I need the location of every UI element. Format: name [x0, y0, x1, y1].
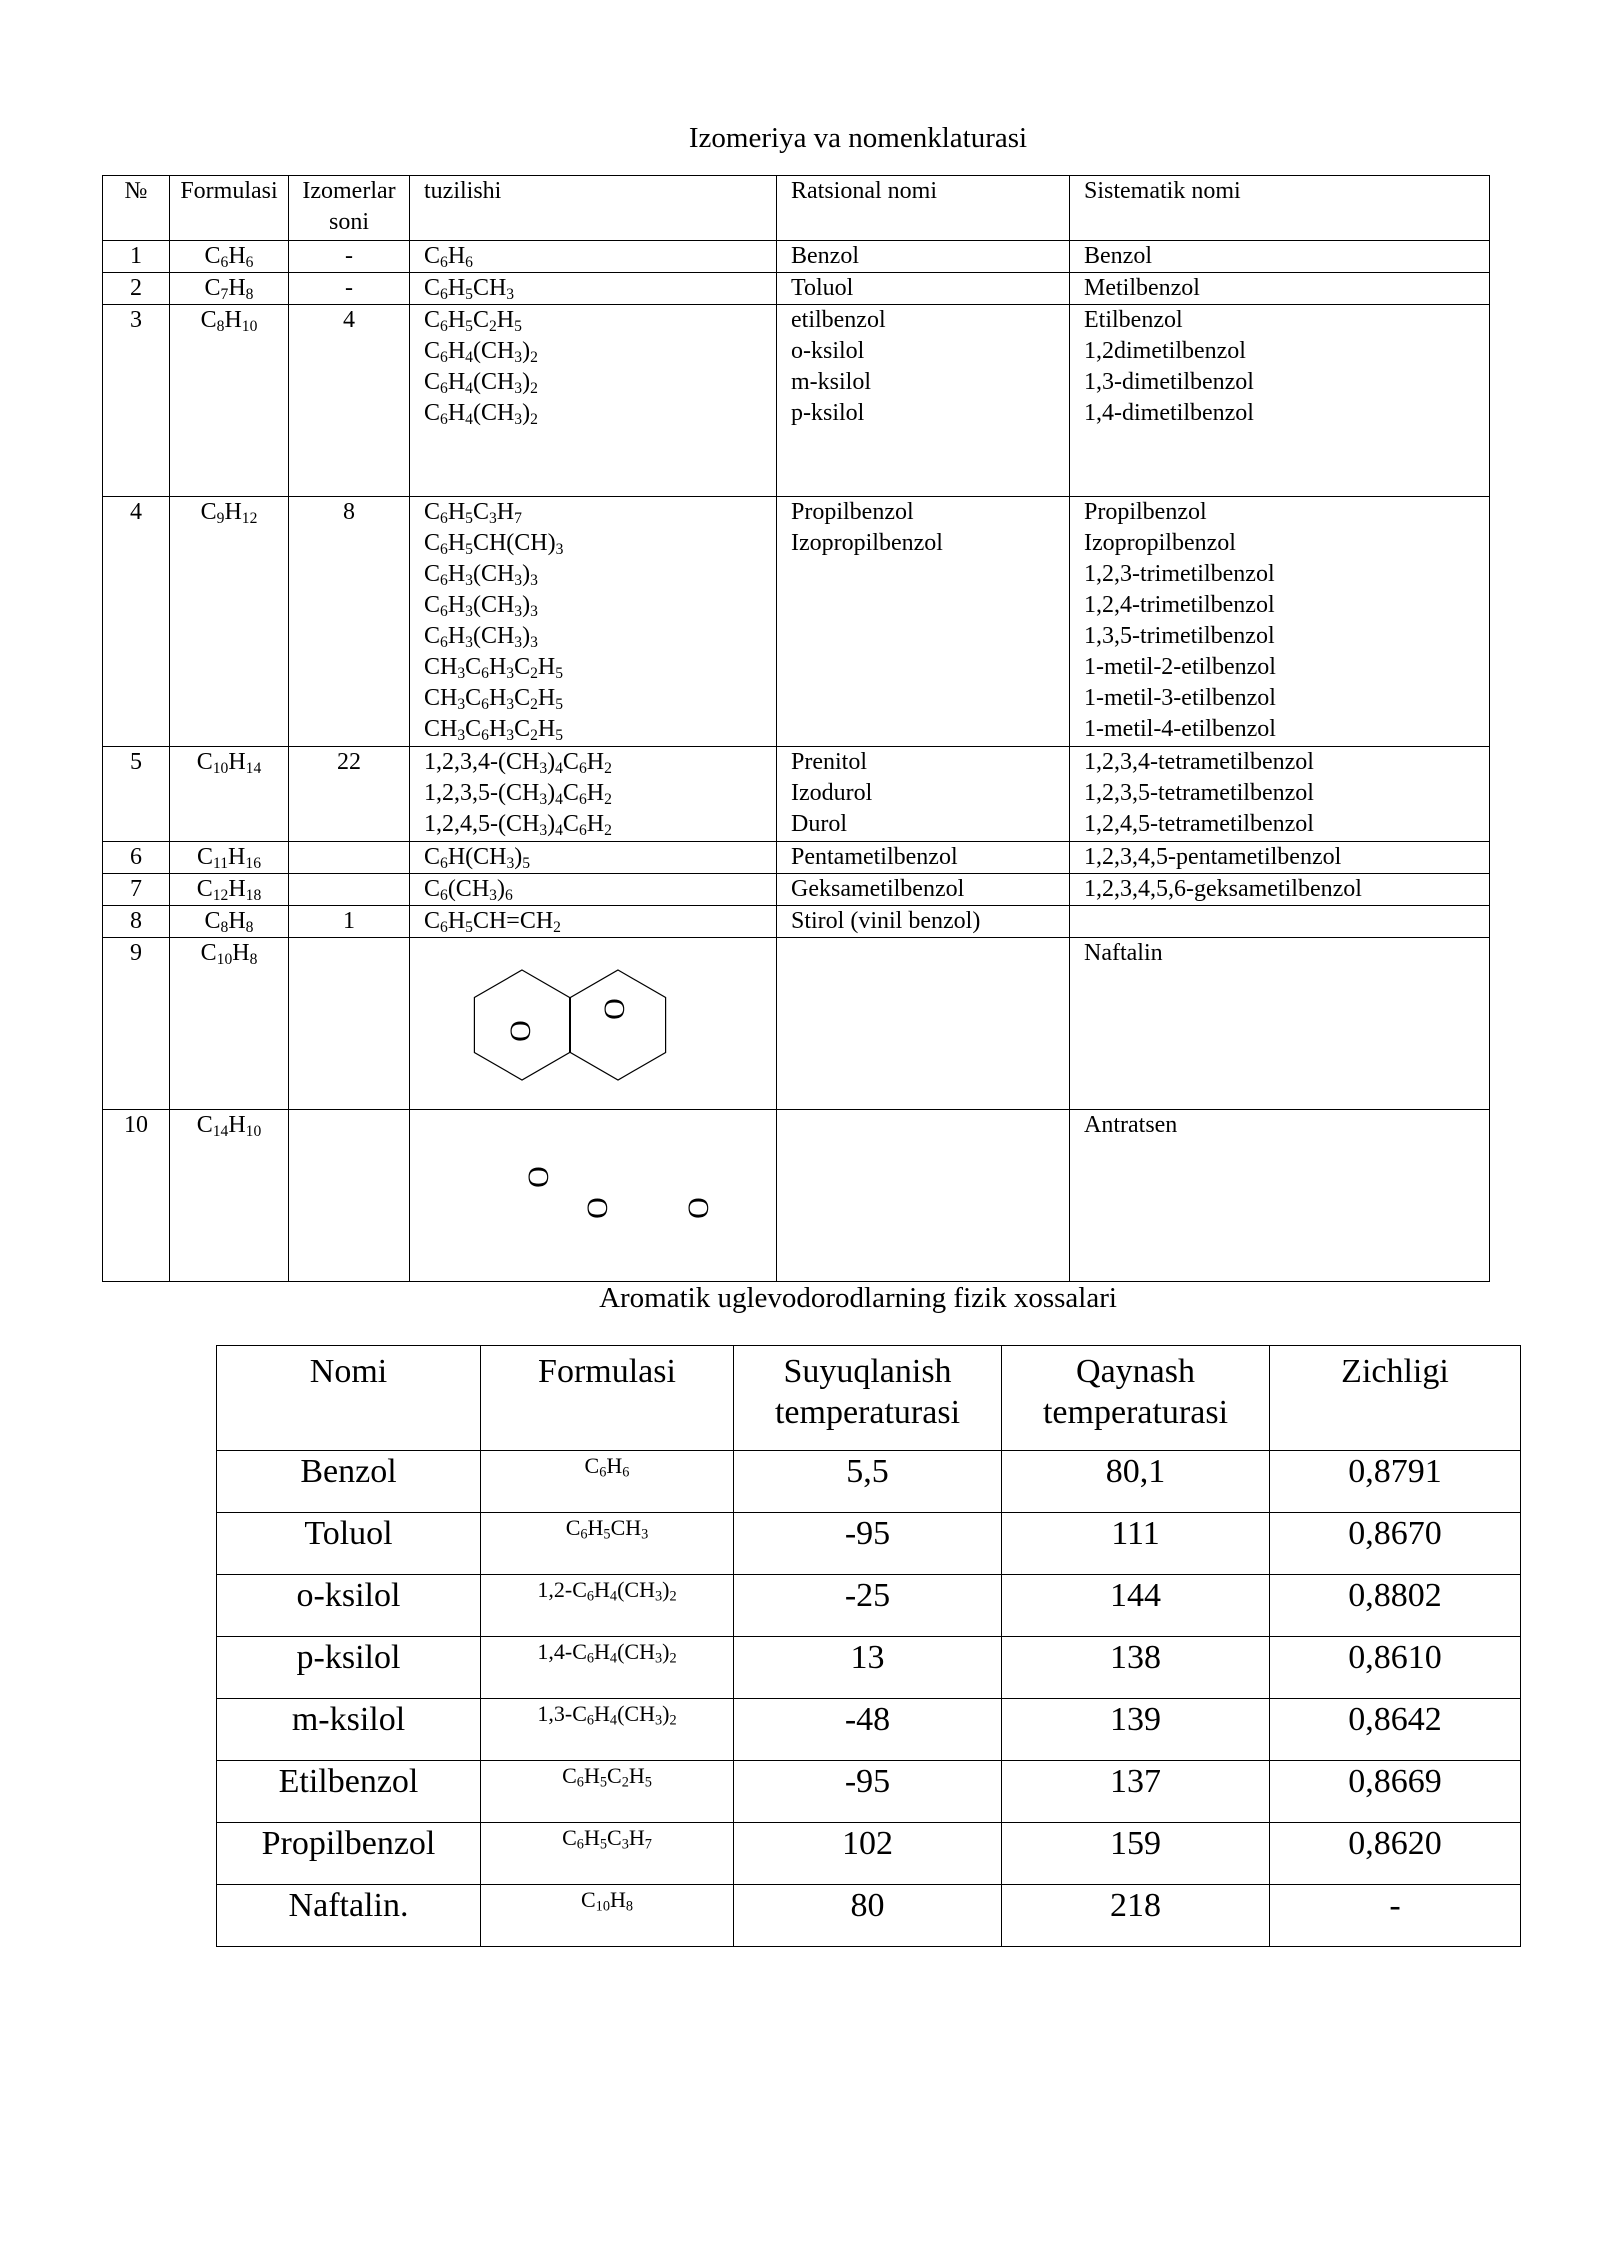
- section-title: Aromatik uglevodorodlarning fizik xossalari: [599, 1282, 1117, 1314]
- row-melting-point: 13: [734, 1637, 1002, 1699]
- row-number: 1: [103, 241, 170, 273]
- row-isomer-count: [289, 1110, 410, 1282]
- row-boiling-point: 138: [1002, 1637, 1270, 1699]
- systematic-name-line: Etilbenzol: [1084, 307, 1183, 333]
- structure-line: $C_6H_3(CH_3)_3$: [424, 561, 538, 589]
- row-structure: [410, 938, 777, 1110]
- isomerism-table: [102, 175, 1490, 1282]
- structure-line: $C_6H_5C_2H_5$: [424, 307, 522, 335]
- row-isomer-count: 8: [289, 497, 410, 747]
- structure-line: $C_6H_4(CH_3)_2$: [424, 369, 538, 397]
- row-rational-name: [777, 305, 1070, 497]
- right-benzene-ring: [570, 970, 665, 1080]
- row-melting-point: 80: [734, 1885, 1002, 1947]
- header-structure: tuzilishi: [410, 176, 777, 241]
- row-structure: [410, 842, 777, 874]
- systematic-name-line: 1-metil-2-etilbenzol: [1084, 654, 1276, 680]
- table-row: [103, 241, 1490, 273]
- table-row: [103, 305, 1490, 497]
- row-formula: $C_{11}H_{16}$: [170, 842, 289, 874]
- row-rational-name: [777, 938, 1070, 1110]
- row-formula: $C_{10}H_8$: [170, 938, 289, 1110]
- row-name: Toluol: [217, 1513, 481, 1575]
- table-row: [217, 1451, 1521, 1513]
- systematic-name-line: Propilbenzol: [1084, 499, 1207, 525]
- row-structure: [410, 747, 777, 842]
- row-formula: $C_7H_8$: [170, 273, 289, 305]
- rational-name-line: Toluol: [791, 275, 854, 301]
- rational-name-line: Pentametilbenzol: [791, 844, 958, 870]
- row-systematic-name: [1070, 842, 1490, 874]
- row-formula: $C_{12}H_{18}$: [170, 874, 289, 906]
- structure-line: $CH_3C_6H_3C_2H_5$: [424, 654, 564, 682]
- table-header-row: [103, 176, 1490, 241]
- row-rational-name: [777, 747, 1070, 842]
- row-name: o-ksilol: [217, 1575, 481, 1637]
- aromatic-ring-symbol: O: [597, 998, 631, 1020]
- table-row: [217, 1823, 1521, 1885]
- row-structure: [410, 1110, 777, 1282]
- row-rational-name: [777, 497, 1070, 747]
- structure-line: $C_6H_6$: [424, 243, 473, 271]
- row-structure: [410, 273, 777, 305]
- row-isomer-count: [289, 874, 410, 906]
- row-formula: $C_6H_5CH_3$: [481, 1513, 734, 1575]
- row-density: 0,8620: [1270, 1823, 1521, 1885]
- row-boiling-point: 144: [1002, 1575, 1270, 1637]
- systematic-name-line: Naftalin: [1084, 940, 1163, 966]
- header-cell: Qaynash temperaturasi: [1002, 1346, 1270, 1451]
- row-boiling-point: 80,1: [1002, 1451, 1270, 1513]
- structure-line: $1,2,3,5-(CH_3)_4C_6H_2$: [424, 780, 612, 808]
- row-structure: [410, 497, 777, 747]
- row-structure: [410, 241, 777, 273]
- row-boiling-point: 159: [1002, 1823, 1270, 1885]
- aromatic-ring-symbol: O: [580, 1197, 614, 1219]
- row-boiling-point: 218: [1002, 1885, 1270, 1947]
- row-boiling-point: 139: [1002, 1699, 1270, 1761]
- header-num: №: [103, 176, 170, 241]
- table-row: [217, 1761, 1521, 1823]
- table-row: [217, 1637, 1521, 1699]
- table-row: [103, 1110, 1490, 1282]
- rational-name-line: o-ksilol: [791, 338, 865, 364]
- structure-line: $C_6H_3(CH_3)_3$: [424, 623, 538, 651]
- row-rational-name: [777, 874, 1070, 906]
- row-isomer-count: [289, 938, 410, 1110]
- row-melting-point: -95: [734, 1761, 1002, 1823]
- rational-name-line: Geksametilbenzol: [791, 876, 965, 902]
- row-isomer-count: 4: [289, 305, 410, 497]
- aromatic-ring-symbol: O: [681, 1197, 715, 1219]
- row-formula: $C_{14}H_{10}$: [170, 1110, 289, 1282]
- systematic-name-line: 1,3-dimetilbenzol: [1084, 369, 1254, 395]
- row-density: -: [1270, 1885, 1521, 1947]
- row-structure: [410, 906, 777, 938]
- row-systematic-name: [1070, 906, 1490, 938]
- row-systematic-name: [1070, 273, 1490, 305]
- row-formula: $1,4-C_6H_4(CH_3)_2$: [481, 1637, 734, 1699]
- row-number: 9: [103, 938, 170, 1110]
- systematic-name-line: 1-metil-4-etilbenzol: [1084, 716, 1276, 742]
- row-melting-point: 5,5: [734, 1451, 1002, 1513]
- table-row: [103, 842, 1490, 874]
- row-density: 0,8642: [1270, 1699, 1521, 1761]
- structure-line: $C_6H_4(CH_3)_2$: [424, 338, 538, 366]
- systematic-name-line: Benzol: [1084, 243, 1152, 269]
- systematic-name-line: 1,2,3,4,5-pentametilbenzol: [1084, 844, 1342, 870]
- row-isomer-count: 22: [289, 747, 410, 842]
- row-number: 6: [103, 842, 170, 874]
- structure-line: $C_6H_5CH=CH_2$: [424, 908, 561, 936]
- row-melting-point: -48: [734, 1699, 1002, 1761]
- row-systematic-name: [1070, 241, 1490, 273]
- aromatic-ring-symbol: O: [503, 1020, 537, 1042]
- header-rational: Ratsional nomi: [777, 176, 1070, 241]
- structure-line: $C_6H_5CH_3$: [424, 275, 515, 303]
- row-systematic-name: [1070, 305, 1490, 497]
- header-cell: Suyuqlanish temperaturasi: [734, 1346, 1002, 1451]
- table-row: [217, 1513, 1521, 1575]
- table-header-row: [217, 1346, 1521, 1451]
- row-melting-point: -95: [734, 1513, 1002, 1575]
- table-row: [103, 874, 1490, 906]
- rational-name-line: Izopropilbenzol: [791, 530, 943, 556]
- header-formula: Formulasi: [170, 176, 289, 241]
- row-isomer-count: 1: [289, 906, 410, 938]
- structure-line: $CH_3C_6H_3C_2H_5$: [424, 685, 564, 713]
- row-name: Propilbenzol: [217, 1823, 481, 1885]
- row-number: 10: [103, 1110, 170, 1282]
- structure-line: $C_6H(CH_3)_5$: [424, 844, 531, 872]
- rational-name-line: etilbenzol: [791, 307, 886, 333]
- row-isomer-count: -: [289, 241, 410, 273]
- table-row: [103, 906, 1490, 938]
- systematic-name-line: 1,4-dimetilbenzol: [1084, 400, 1254, 426]
- table-row: [217, 1575, 1521, 1637]
- table-row: [217, 1885, 1521, 1947]
- table-row: [103, 747, 1490, 842]
- row-formula: $C_6H_6$: [170, 241, 289, 273]
- row-formula: $C_6H_5C_3H_7$: [481, 1823, 734, 1885]
- table-row: [217, 1699, 1521, 1761]
- systematic-name-line: 1,2,4-trimetilbenzol: [1084, 592, 1275, 618]
- structure-line: $C_6H_3(CH_3)_3$: [424, 592, 538, 620]
- row-isomer-count: [289, 842, 410, 874]
- row-rational-name: [777, 241, 1070, 273]
- structure-line: $C_6H_5C_3H_7$: [424, 499, 522, 527]
- row-density: 0,8802: [1270, 1575, 1521, 1637]
- row-number: 5: [103, 747, 170, 842]
- header-cell: Nomi: [217, 1346, 481, 1451]
- header-cell: Zichligi: [1270, 1346, 1521, 1451]
- row-systematic-name: [1070, 1110, 1490, 1282]
- row-density: 0,8610: [1270, 1637, 1521, 1699]
- row-systematic-name: [1070, 938, 1490, 1110]
- header-isomers: Izomerlar soni: [289, 176, 410, 241]
- row-rational-name: [777, 906, 1070, 938]
- naphthalene-structure-diagram: [410, 938, 777, 1110]
- row-density: 0,8791: [1270, 1451, 1521, 1513]
- structure-line: $CH_3C_6H_3C_2H_5$: [424, 716, 564, 744]
- row-formula: $C_{10}H_8$: [481, 1885, 734, 1947]
- systematic-name-line: 1-metil-3-etilbenzol: [1084, 685, 1276, 711]
- row-number: 2: [103, 273, 170, 305]
- row-number: 3: [103, 305, 170, 497]
- row-density: 0,8669: [1270, 1761, 1521, 1823]
- row-isomer-count: -: [289, 273, 410, 305]
- row-formula: $C_6H_5C_2H_5$: [481, 1761, 734, 1823]
- rational-name-line: Prenitol: [791, 749, 867, 775]
- row-formula: $1,2-C_6H_4(CH_3)_2$: [481, 1575, 734, 1637]
- row-boiling-point: 111: [1002, 1513, 1270, 1575]
- systematic-name-line: 1,2,3-trimetilbenzol: [1084, 561, 1275, 587]
- rational-name-line: p-ksilol: [791, 400, 865, 426]
- header-cell: Formulasi: [481, 1346, 734, 1451]
- header-systematic: Sistematik nomi: [1070, 176, 1490, 241]
- physical-properties-table: [216, 1345, 1521, 1947]
- row-systematic-name: [1070, 874, 1490, 906]
- row-density: 0,8670: [1270, 1513, 1521, 1575]
- row-boiling-point: 137: [1002, 1761, 1270, 1823]
- row-formula: $C_8H_{10}$: [170, 305, 289, 497]
- row-number: 8: [103, 906, 170, 938]
- systematic-name-line: Antratsen: [1084, 1112, 1178, 1138]
- systematic-name-line: 1,2,3,5-tetrametilbenzol: [1084, 780, 1314, 806]
- row-melting-point: 102: [734, 1823, 1002, 1885]
- rational-name-line: Durol: [791, 811, 847, 837]
- row-rational-name: [777, 1110, 1070, 1282]
- row-name: p-ksilol: [217, 1637, 481, 1699]
- row-number: 4: [103, 497, 170, 747]
- row-structure: [410, 305, 777, 497]
- row-formula: $C_{10}H_{14}$: [170, 747, 289, 842]
- structure-line: $C_6H_4(CH_3)_2$: [424, 400, 538, 428]
- structure-line: $1,2,3,4-(CH_3)_4C_6H_2$: [424, 749, 612, 777]
- systematic-name-line: 1,2,3,4,5,6-geksametilbenzol: [1084, 876, 1362, 902]
- row-formula: $C_9H_{12}$: [170, 497, 289, 747]
- structure-line: $1,2,4,5-(CH_3)_4C_6H_2$: [424, 811, 612, 839]
- row-melting-point: -25: [734, 1575, 1002, 1637]
- rational-name-line: Propilbenzol: [791, 499, 914, 525]
- structure-line: $C_6H_5CH(CH)_3$: [424, 530, 564, 558]
- systematic-name-line: 1,2,4,5-tetrametilbenzol: [1084, 811, 1314, 837]
- systematic-name-line: 1,2dimetilbenzol: [1084, 338, 1246, 364]
- table-row: [103, 273, 1490, 305]
- row-name: m-ksilol: [217, 1699, 481, 1761]
- page-title: Izomeriya va nomenklaturasi: [688, 122, 1028, 154]
- row-formula: $C_8H_8$: [170, 906, 289, 938]
- structure-line: $C_6(CH_3)_6$: [424, 876, 513, 904]
- rational-name-line: Benzol: [791, 243, 859, 269]
- row-name: Etilbenzol: [217, 1761, 481, 1823]
- row-formula: $1,3-C_6H_4(CH_3)_2$: [481, 1699, 734, 1761]
- rational-name-line: m-ksilol: [791, 369, 872, 395]
- row-number: 7: [103, 874, 170, 906]
- row-structure: [410, 874, 777, 906]
- rational-name-line: Izodurol: [791, 780, 873, 806]
- row-name: Naftalin.: [217, 1885, 481, 1947]
- table-row: [103, 497, 1490, 747]
- row-systematic-name: [1070, 747, 1490, 842]
- aromatic-ring-symbol: O: [521, 1166, 555, 1188]
- row-rational-name: [777, 273, 1070, 305]
- row-rational-name: [777, 842, 1070, 874]
- systematic-name-line: 1,2,3,4-tetrametilbenzol: [1084, 749, 1314, 775]
- systematic-name-line: Izopropilbenzol: [1084, 530, 1236, 556]
- row-name: Benzol: [217, 1451, 481, 1513]
- rational-name-line: Stirol (vinil benzol): [791, 908, 981, 934]
- systematic-name-line: 1,3,5-trimetilbenzol: [1084, 623, 1275, 649]
- table-row: [103, 938, 1490, 1110]
- row-systematic-name: [1070, 497, 1490, 747]
- row-formula: $C_6H_6$: [481, 1451, 734, 1513]
- systematic-name-line: Metilbenzol: [1084, 275, 1200, 301]
